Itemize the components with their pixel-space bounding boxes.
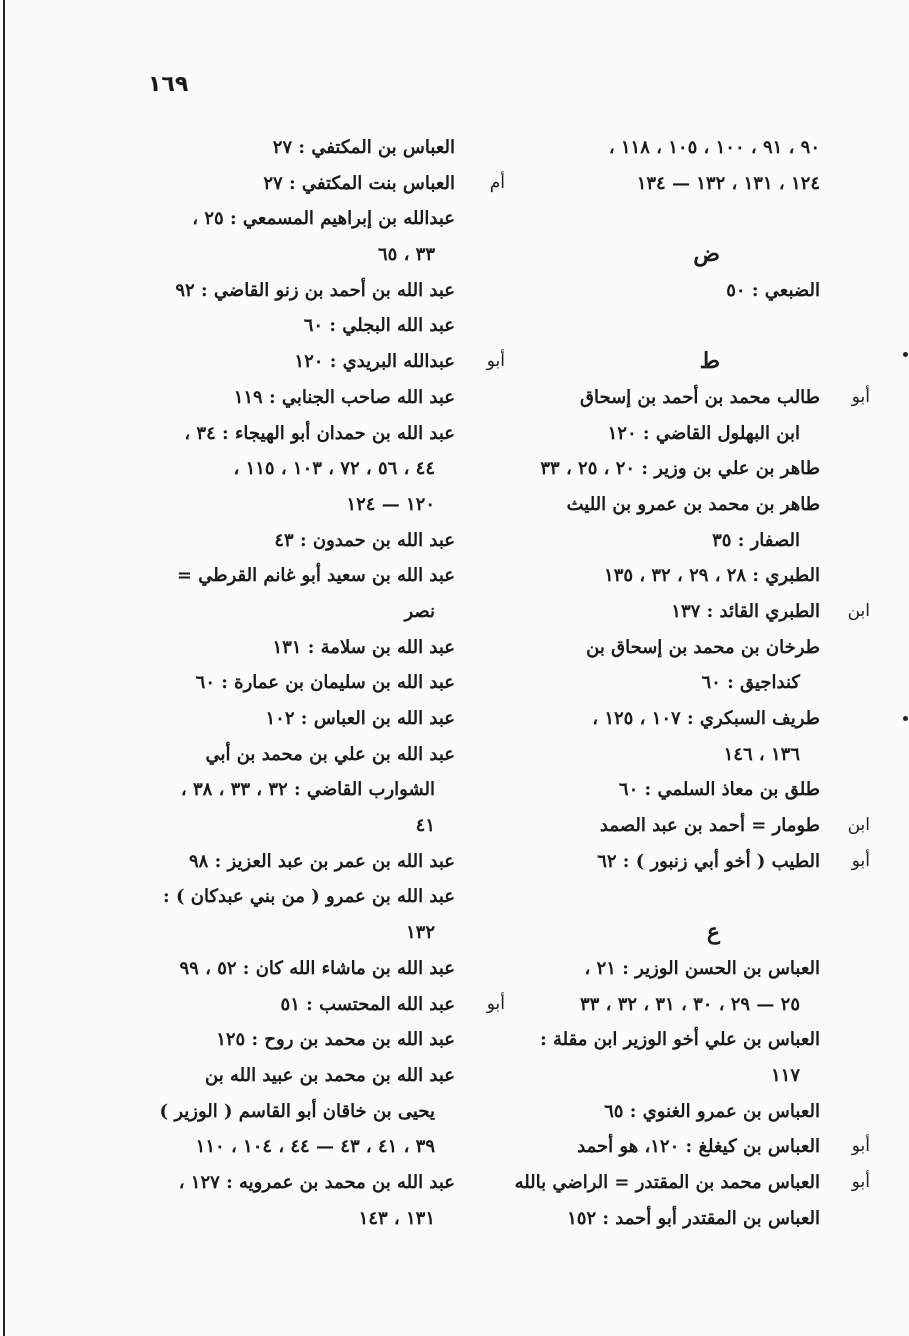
entry-text: العباس بن كيغلغ : ١٢٠، هو أحمد xyxy=(577,1136,820,1158)
entry-text: ٤٤ ، ٥٦ ، ٧٢ ، ١٠٣ ، ١١٥ ، xyxy=(233,458,435,480)
entry-text: عبد الله بن حمدون : ٤٣ xyxy=(274,529,455,551)
entry-text: طومار = أحمد بن عبد الصمد xyxy=(599,815,820,837)
index-entry xyxy=(514,1165,870,1201)
index-entry xyxy=(520,701,870,737)
index-entry-continuation xyxy=(520,523,870,559)
entry-text: عبد الله صاحب الجنابي : ١١٩ xyxy=(233,386,455,408)
entry-text: ٤١ xyxy=(415,815,435,837)
entry-text: ١٣١ ، ١٤٣ xyxy=(358,1207,435,1229)
entry-text: عبد الله بن سلامة : ١٣١ xyxy=(272,636,455,658)
entry-text: طاهر بن محمد بن عمرو بن الليث xyxy=(566,493,820,515)
spacer xyxy=(520,308,870,344)
index-entry-continuation xyxy=(150,915,505,951)
index-entry xyxy=(520,594,870,630)
entry-text: الطيب ( أخو أبي زنبور ) : ٦٢ xyxy=(597,850,820,872)
index-entry xyxy=(520,451,870,487)
entry-text: عبد الله بن علي بن محمد بن أبي xyxy=(205,743,455,765)
index-entry-continuation xyxy=(520,1058,870,1094)
spacer xyxy=(520,201,870,237)
entry-text: ض xyxy=(693,241,720,268)
index-entry xyxy=(520,487,870,523)
entry-text: ابن البهلول القاضي : ١٢٠ xyxy=(607,422,800,444)
section-letter-heading xyxy=(520,237,870,273)
entry-text: عبد الله البجلي : ٦٠ xyxy=(303,315,455,337)
index-entry xyxy=(150,273,505,309)
index-entry xyxy=(150,166,505,202)
index-entry-continuation xyxy=(150,594,505,630)
entry-text: عبدالله بن إبراهيم المسمعي : ٢٥ ، xyxy=(192,208,455,230)
entry-text: العباس بن عمرو الغنوي : ٦٥ xyxy=(604,1100,820,1122)
index-entry xyxy=(150,201,505,237)
margin-dot xyxy=(903,352,908,357)
margin-dot xyxy=(903,716,908,721)
entry-text: ٢٥ — ٢٩ ، ٣٠ ، ٣١ ، ٣٢ ، ٣٣ xyxy=(580,993,800,1015)
entry-text: ١٣٢ xyxy=(405,922,435,944)
index-entry xyxy=(520,630,870,666)
index-entry xyxy=(520,951,870,987)
entry-text: الضبعي : ٥٠ xyxy=(726,279,820,301)
index-entry xyxy=(150,665,505,701)
index-entry-continuation xyxy=(520,737,870,773)
entry-text: عبد الله بن محمد بن روح : ١٢٥ xyxy=(216,1029,455,1051)
entry-text: عبد الله المحتسب : ٥١ xyxy=(280,993,455,1015)
index-entry xyxy=(150,523,505,559)
index-entry xyxy=(150,844,505,880)
index-entry xyxy=(150,987,505,1023)
index-entry-continuation xyxy=(520,665,870,701)
index-entry xyxy=(150,951,505,987)
page-number: ١٦٩ xyxy=(148,72,189,97)
entry-text: عبد الله بن ماشاء الله كان : ٥٢ ، ٩٩ xyxy=(179,957,455,979)
entry-text: يحيى بن خاقان أبو القاسم ( الوزير ) xyxy=(159,1100,435,1122)
entry-text: طاهر بن علي بن وزير : ٢٠ ، ٢٥ ، ٣٣ xyxy=(540,458,820,480)
index-entry xyxy=(520,808,870,844)
entry-text: طريف السبكري : ١٠٧ ، ١٢٥ ، xyxy=(592,708,820,729)
entry-text: عبد الله بن أحمد بن زنو القاضي : ٩٢ xyxy=(175,279,455,301)
index-column-left xyxy=(150,130,505,1236)
entry-text: عبدالله البريدي : ١٢٠ xyxy=(294,351,455,373)
entry-prefix: أم xyxy=(489,172,505,193)
index-entry-continuation xyxy=(520,416,870,452)
index-entry xyxy=(520,380,870,416)
index-entry-continuation xyxy=(150,1129,505,1165)
entry-text: طلق بن معاذ السلمي : ٦٠ xyxy=(618,779,820,801)
index-entry xyxy=(150,737,505,773)
index-entry xyxy=(520,1022,870,1058)
index-entry-continuation xyxy=(520,166,870,202)
section-letter-heading xyxy=(520,344,870,380)
index-entry xyxy=(150,344,505,380)
entry-text: ٩٠ ، ٩١ ، ١٠٠ ، ١٠٥ ، ١١٨ ، xyxy=(608,137,820,158)
entry-text: العباس محمد بن المقتدر = الراضي بالله xyxy=(514,1171,820,1193)
entry-prefix: أبو xyxy=(486,993,505,1014)
entry-prefix: أبو xyxy=(851,386,870,407)
entry-text: عبد الله بن محمد بن عبيد الله بن xyxy=(205,1064,455,1086)
index-entry xyxy=(520,844,870,880)
entry-prefix: ابن xyxy=(847,815,870,836)
entry-text: ١١٧ xyxy=(770,1064,800,1086)
entry-text: عبد الله بن سعيد أبو غانم القرطي = xyxy=(176,565,455,587)
entry-text: العباس بن الحسن الوزير : ٢١ ، xyxy=(584,957,820,979)
index-entry-continuation xyxy=(150,808,505,844)
entry-prefix: أبو xyxy=(851,1171,870,1192)
index-entry xyxy=(150,558,505,594)
index-entry xyxy=(150,630,505,666)
index-entry xyxy=(150,130,505,166)
index-entry xyxy=(150,1022,505,1058)
index-column-right xyxy=(514,130,870,1236)
entry-text: ٣٣ ، ٦٥ xyxy=(377,244,435,266)
entry-text: العباس بن المقتدر أبو أحمد : ١٥٢ xyxy=(567,1207,820,1229)
index-entry xyxy=(520,1094,870,1130)
entry-text: ١٣٦ ، ١٤٦ xyxy=(723,743,800,765)
index-entry xyxy=(150,1058,505,1094)
section-letter-heading xyxy=(520,915,870,951)
index-entry xyxy=(150,416,505,452)
index-entry-continuation xyxy=(150,1094,505,1130)
entry-text: ٣٩ ، ٤١ ، ٤٣ — ٤٤ ، ١٠٤ ، ١١٠ xyxy=(195,1136,435,1158)
index-entry-continuation xyxy=(150,451,505,487)
index-entry-continuation xyxy=(150,772,505,808)
index-entry xyxy=(520,1201,870,1237)
entry-prefix: ابن xyxy=(847,600,870,621)
index-entry xyxy=(150,308,505,344)
entry-text: عبد الله بن عمر بن عبد العزيز : ٩٨ xyxy=(189,850,455,872)
spacer xyxy=(520,879,870,915)
entry-text: ١٢٠ — ١٢٤ xyxy=(346,493,435,515)
entry-text: طرخان بن محمد بن إسحاق بن xyxy=(586,636,820,658)
entry-prefix: أبو xyxy=(851,850,870,871)
index-entry-continuation xyxy=(150,237,505,273)
entry-text: الصفار : ٣٥ xyxy=(712,529,800,551)
index-entry-continuation xyxy=(150,1201,505,1237)
entry-text: عبد الله بن حمدان أبو الهيجاء : ٣٤ ، xyxy=(184,422,455,444)
index-entry xyxy=(520,1129,870,1165)
entry-text: طالب محمد بن أحمد بن إسحاق xyxy=(580,386,820,408)
index-entry-continuation xyxy=(150,487,505,523)
entry-text: ط xyxy=(699,348,720,375)
index-entry xyxy=(520,772,870,808)
entry-text: عبد الله بن محمد بن عمرويه : ١٢٧ ، xyxy=(178,1171,455,1193)
index-entry xyxy=(520,558,870,594)
index-entry-continuation xyxy=(520,987,870,1023)
entry-text: نصر xyxy=(404,600,435,622)
index-entry xyxy=(150,380,505,416)
entry-text: الطبري القائد : ١٣٧ xyxy=(671,600,820,622)
entry-text: كنداجيق : ٦٠ xyxy=(701,672,800,694)
entry-prefix: أبو xyxy=(486,351,505,372)
index-entry xyxy=(150,1165,505,1201)
index-entry xyxy=(520,273,870,309)
index-entry xyxy=(150,701,505,737)
entry-text: ع xyxy=(706,919,720,946)
entry-text: الطبري : ٢٨ ، ٢٩ ، ٣٢ ، ١٣٥ xyxy=(604,565,820,587)
entry-text: العباس بنت المكتفي : ٢٧ xyxy=(263,172,455,194)
entry-text: الشوارب القاضي : ٣٢ ، ٣٣ ، ٣٨ ، xyxy=(180,779,435,801)
entry-text: العباس بن علي أخو الوزير ابن مقلة : xyxy=(540,1029,820,1051)
entry-text: عبد الله بن عمرو ( من بني عبدكان ) : xyxy=(163,886,455,908)
page-edge-line xyxy=(3,0,5,1336)
index-entry-continuation xyxy=(520,130,870,166)
entry-text: العباس بن المكتفي : ٢٧ xyxy=(272,137,455,158)
entry-text: عبد الله بن سليمان بن عمارة : ٦٠ xyxy=(195,672,455,694)
entry-prefix: أبو xyxy=(851,1136,870,1157)
entry-text: عبد الله بن العباس : ١٠٢ xyxy=(265,708,455,729)
index-entry xyxy=(150,879,505,915)
entry-text: ١٢٤ ، ١٣١ ، ١٣٢ — ١٣٤ xyxy=(636,172,820,194)
